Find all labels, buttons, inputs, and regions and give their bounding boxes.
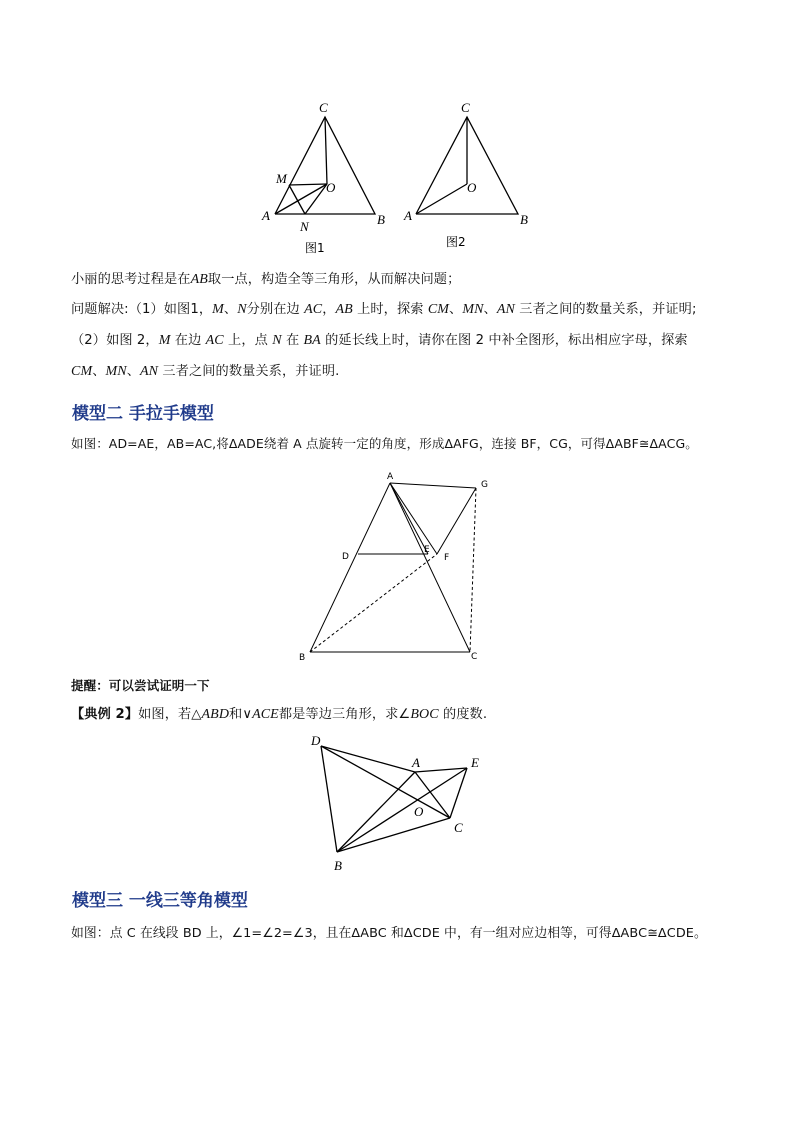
fig2-label-c: C [461, 100, 470, 115]
text-run: ， [322, 302, 336, 317]
fig1-label-c: C [319, 100, 328, 115]
math-var: ACE [252, 707, 279, 722]
text-run: 如图，若△ [138, 707, 202, 722]
ex2-label-o: O [414, 804, 424, 819]
example2-tag: 【典例 2】 [71, 707, 139, 722]
model3-text: 如图：点 C 在线段 BD 上，∠1=∠2=∠3，且在ΔABC 和ΔCDE 中，有一组对应边相等，可得ΔABC≅ΔCDE。 [71, 926, 707, 941]
text-run: 上时，探索 [352, 302, 428, 317]
text-run: 分别在边 [246, 302, 305, 317]
text-run: 、 [126, 364, 140, 379]
text-run: 、 [483, 302, 497, 317]
problem-line-1b: 取一点，构造全等三角形，从而解决问题； [207, 272, 461, 287]
text-run: 和∨ [229, 707, 253, 722]
fig2-label-b: B [520, 212, 528, 227]
m2-label-b: B [299, 653, 306, 663]
math-var: CM [427, 302, 450, 317]
math-var: M [158, 333, 171, 348]
m2-label-a: A [387, 472, 394, 482]
fig1-label-o: O [326, 180, 336, 195]
text-run: 在 [281, 333, 304, 348]
math-var: CM [71, 364, 93, 379]
ex2-label-a: A [412, 755, 420, 770]
m2-label-f: F [444, 553, 450, 563]
math-var: N [237, 302, 247, 317]
text-run: 、 [92, 364, 106, 379]
hint-text: 提醒：可以尝试证明一下 [71, 678, 210, 693]
fig1-label-b: B [377, 212, 385, 227]
fig2-caption: 图2 [446, 235, 466, 249]
math-var: BA [303, 333, 321, 348]
m2-label-g: G [481, 480, 488, 490]
fig2-label-a: A [404, 208, 412, 223]
text-run: 三者之间的数量关系，并证明; [514, 302, 697, 317]
fig2-label-o: O [467, 180, 477, 195]
text-run: 、 [449, 302, 463, 317]
problem-line-1a: 小丽的思考过程是在 [71, 272, 191, 287]
fig1-label-n: N [300, 219, 309, 234]
math-var: AN [140, 364, 159, 379]
text-run: 问题解决:（1）如图1， [71, 302, 213, 317]
fig1-caption: 图1 [305, 241, 325, 255]
ex2-label-b: B [334, 858, 342, 873]
model3-heading: 模型三 一线三等角模型 [72, 891, 248, 911]
math-var: BOC [410, 707, 439, 722]
model2-text: 如图：AD=AE，AB=AC,将ΔADE绕着 A 点旋转一定的角度，形成ΔAFG，连接 BF，CG，可得ΔABF≅ΔACG。 [71, 436, 698, 451]
math-var: MN [105, 364, 127, 379]
m2-label-e: E [424, 545, 430, 555]
text-run: 三者之间的数量关系，并证明. [158, 364, 340, 379]
text-run: 的度数. [438, 707, 488, 722]
text-run: 、 [223, 302, 238, 317]
fig1-label-m: M [276, 171, 287, 186]
math-var: AC [304, 302, 323, 317]
m2-label-d: D [342, 552, 349, 562]
math-var: AC [205, 333, 224, 348]
text-run: 在边 [170, 333, 206, 348]
text-run: 上，点 [223, 333, 273, 348]
ex2-label-e: E [471, 755, 479, 770]
text-run: 的延长线上时，请你在图 2 中补全图形，标出相应字母，探索 [320, 333, 688, 348]
text-run: （2）如图 2， [71, 333, 159, 348]
ex2-label-d: D [311, 733, 321, 748]
math-var: AB [335, 302, 353, 317]
problem-line-1-ab: AB [190, 272, 208, 287]
model2-heading: 模型二 手拉手模型 [72, 404, 214, 424]
ex2-label-c: C [454, 820, 463, 835]
math-var: ABD [201, 707, 230, 722]
text-run: 都是等边三角形，求∠ [278, 707, 411, 722]
math-var: M [212, 302, 224, 317]
m2-label-c: C [471, 652, 478, 662]
math-var: N [272, 333, 282, 348]
fig1-label-a: A [262, 208, 270, 223]
math-var: AN [496, 302, 515, 317]
math-var: MN [462, 302, 484, 317]
